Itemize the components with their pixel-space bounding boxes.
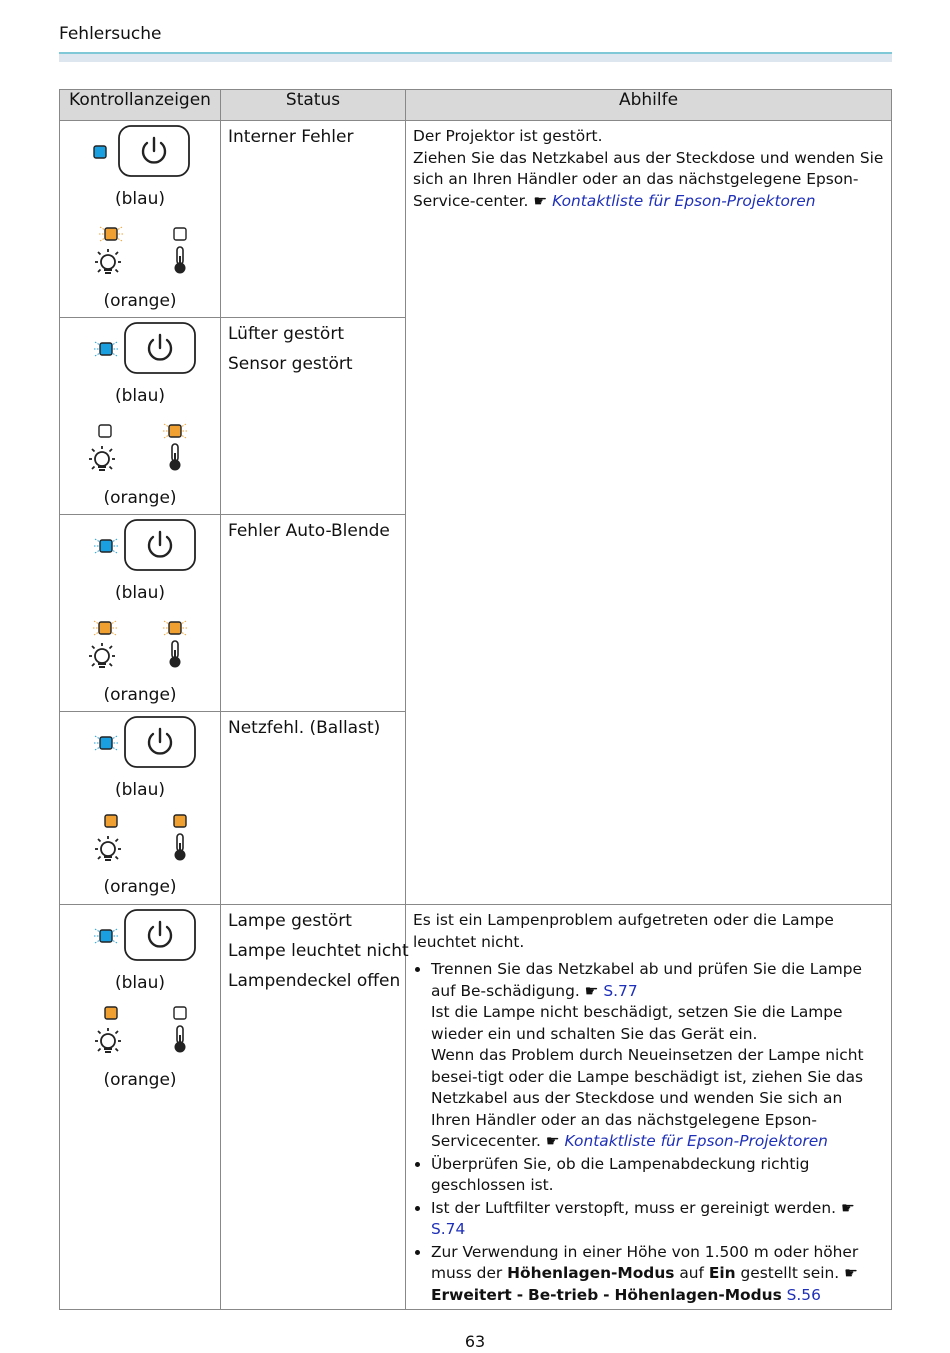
temp-led-icon: [169, 622, 181, 634]
status-text: Lüfter gestört: [228, 324, 344, 344]
power-color-label: (blau): [115, 386, 165, 406]
header-rule: [59, 52, 892, 62]
list-item: • Trennen Sie das Netzkabel ab und prüfen Sie die Lampe auf Be-schädigung. ☛ S.77 Ist die Lampe nicht beschädigt, setzen Sie die Lampe wieder ein und schalten Sie das Gerät ein. Wenn das Problem durch Neueinsetzen der Lampe nicht besei-tigt oder die Lampe beschädigt ist, ziehen Sie das Netzkabel aus der Steckdose und wenden Sie sich an Ihren Händler oder an das nächstgelegene Epson-Servicecenter. ☛ Kontaktliste für Epson-Projektoren: [431, 959, 885, 1153]
power-led-icon: [100, 343, 112, 355]
power-led-icon: [100, 930, 112, 942]
col-header-remedy: Abhilfe: [406, 90, 892, 121]
reference-hand-icon: ☛: [533, 191, 548, 210]
lamp-color-label: (orange): [103, 685, 177, 705]
col-header-status: Status: [221, 90, 406, 121]
status-text: Lampendeckel offen: [228, 971, 401, 991]
status-cell: [221, 712, 406, 905]
power-color-label: (blau): [115, 780, 165, 800]
lamp-led-icon: [105, 815, 117, 827]
remedy-text: Ziehen Sie das Netzkabel aus der Steckdose und wenden Sie sich an Ihren Händler oder an das nächstgelegene Epson-Service-center. ☛ Kontaktliste für Epson-Projektoren: [413, 148, 884, 210]
remedy-cell: [406, 121, 892, 905]
lamp-led-icon: [99, 622, 111, 634]
power-icon: [119, 126, 189, 176]
thermometer-icon: [175, 1026, 186, 1053]
power-led-icon: [100, 737, 112, 749]
page-header: Fehlersuche: [59, 24, 162, 44]
indicator-cell: [60, 318, 221, 515]
lamp-icon: [95, 836, 121, 860]
list-item: • Zur Verwendung in einer Höhe von 1.500 m oder höher muss der Höhenlagen-Modus auf Ein gestellt sein. ☛ Erweitert - Be-trieb - Höhenlagen-Modus S.56: [431, 1242, 885, 1307]
indicator-cell: [60, 712, 221, 905]
thermometer-icon: [175, 834, 186, 861]
menu-term: Höhenlagen-Modus: [614, 1285, 782, 1304]
thermometer-icon: [170, 641, 181, 668]
temp-led-icon: [174, 815, 186, 827]
thermometer-icon: [170, 444, 181, 471]
power-icon: [125, 323, 195, 373]
lamp-led-icon: [105, 1007, 117, 1019]
lamp-icon: [89, 446, 115, 470]
indicator-diagram: [60, 121, 221, 318]
lamp-led-icon: [105, 228, 117, 240]
lamp-led-icon: [99, 425, 111, 437]
reference-hand-icon: ☛: [840, 1198, 855, 1217]
status-text: Fehler Auto-Blende: [228, 521, 390, 541]
reference-hand-icon: ☛: [844, 1264, 858, 1282]
remedy-intro: Es ist ein Lampenproblem aufgetreten oder die Lampe leuchtet nicht.: [413, 911, 834, 951]
status-text: Interner Fehler: [228, 127, 354, 147]
indicator-cell: [60, 121, 221, 318]
thermometer-icon: [175, 247, 186, 274]
power-led-icon: [100, 540, 112, 552]
table-row: [60, 121, 892, 318]
status-cell: [221, 515, 406, 712]
menu-term: Höhenlagen-Modus: [507, 1264, 675, 1282]
lamp-icon: [89, 643, 115, 667]
status-cell: [221, 905, 409, 1310]
remedy-list: [413, 959, 885, 1306]
power-color-label: (blau): [115, 973, 165, 993]
table-row: [60, 905, 892, 1310]
power-color-label: (blau): [115, 189, 165, 209]
status-text: Lampe leuchtet nicht: [228, 941, 409, 961]
list-item: • Überprüfen Sie, ob die Lampenabdeckung richtig geschlossen ist.: [431, 1154, 885, 1197]
page-link-74[interactable]: S.74: [431, 1220, 466, 1238]
power-icon: [125, 520, 195, 570]
power-icon: [125, 717, 195, 767]
status-cell: [221, 121, 406, 318]
remedy-text: Ist die Lampe nicht beschädigt, setzen Sie die Lampe wieder ein und schalten Sie das Gerät ein.: [431, 1003, 843, 1043]
contact-list-link[interactable]: Kontaktliste für Epson-Projektoren: [564, 1132, 828, 1150]
indicator-diagram: [60, 318, 221, 515]
list-item: • Ist der Luftfilter verstopft, muss er gereinigt werden. ☛ S.74: [431, 1198, 885, 1241]
contact-list-link[interactable]: Kontaktliste für Epson-Projektoren: [552, 191, 816, 210]
temp-led-icon: [174, 228, 186, 240]
power-color-label: (blau): [115, 583, 165, 603]
remedy-text: Der Projektor ist gestört.: [413, 127, 603, 145]
menu-term: Ein: [708, 1264, 736, 1282]
status-text: Netzfehl. (Ballast): [228, 718, 381, 738]
status-cell: [221, 318, 406, 515]
lamp-icon: [95, 249, 121, 273]
indicator-cell: [60, 905, 221, 1310]
status-text: Lampe gestört: [228, 911, 352, 931]
indicator-cell: [60, 515, 221, 712]
lamp-color-label: (orange): [103, 488, 177, 508]
remedy-text: Wenn das Problem durch Neueinsetzen der Lampe nicht besei-tigt oder die Lampe beschädigt ist, ziehen Sie das Netzkabel aus der Steckdose und wenden Sie sich an Ihren Händler oder an das nächstgelegene Epson-Servicecenter. ☛ Kontaktliste für Epson-Projektoren: [431, 1046, 864, 1150]
page-number: 63: [464, 1332, 486, 1351]
lamp-icon: [95, 1028, 121, 1052]
lamp-color-label: (orange): [103, 877, 177, 897]
temp-led-icon: [169, 425, 181, 437]
lamp-color-label: (orange): [103, 1070, 177, 1090]
error-table: [59, 89, 892, 1310]
power-icon: [125, 910, 195, 960]
status-text: Sensor gestört: [228, 354, 353, 374]
power-led-icon: [94, 146, 106, 158]
indicator-diagram: [60, 515, 221, 712]
menu-term: Erweitert: [431, 1285, 512, 1304]
menu-term: Be-trieb: [527, 1285, 599, 1304]
page-link-56[interactable]: S.56: [786, 1285, 821, 1304]
col-header-indicators: Kontrollanzeigen: [60, 90, 221, 121]
lamp-color-label: (orange): [103, 291, 177, 311]
reference-hand-icon: ☛: [584, 981, 599, 1000]
temp-led-icon: [174, 1007, 186, 1019]
remedy-cell: [406, 905, 892, 1310]
page-link-77[interactable]: S.77: [603, 981, 638, 1000]
reference-hand-icon: ☛: [545, 1132, 560, 1150]
